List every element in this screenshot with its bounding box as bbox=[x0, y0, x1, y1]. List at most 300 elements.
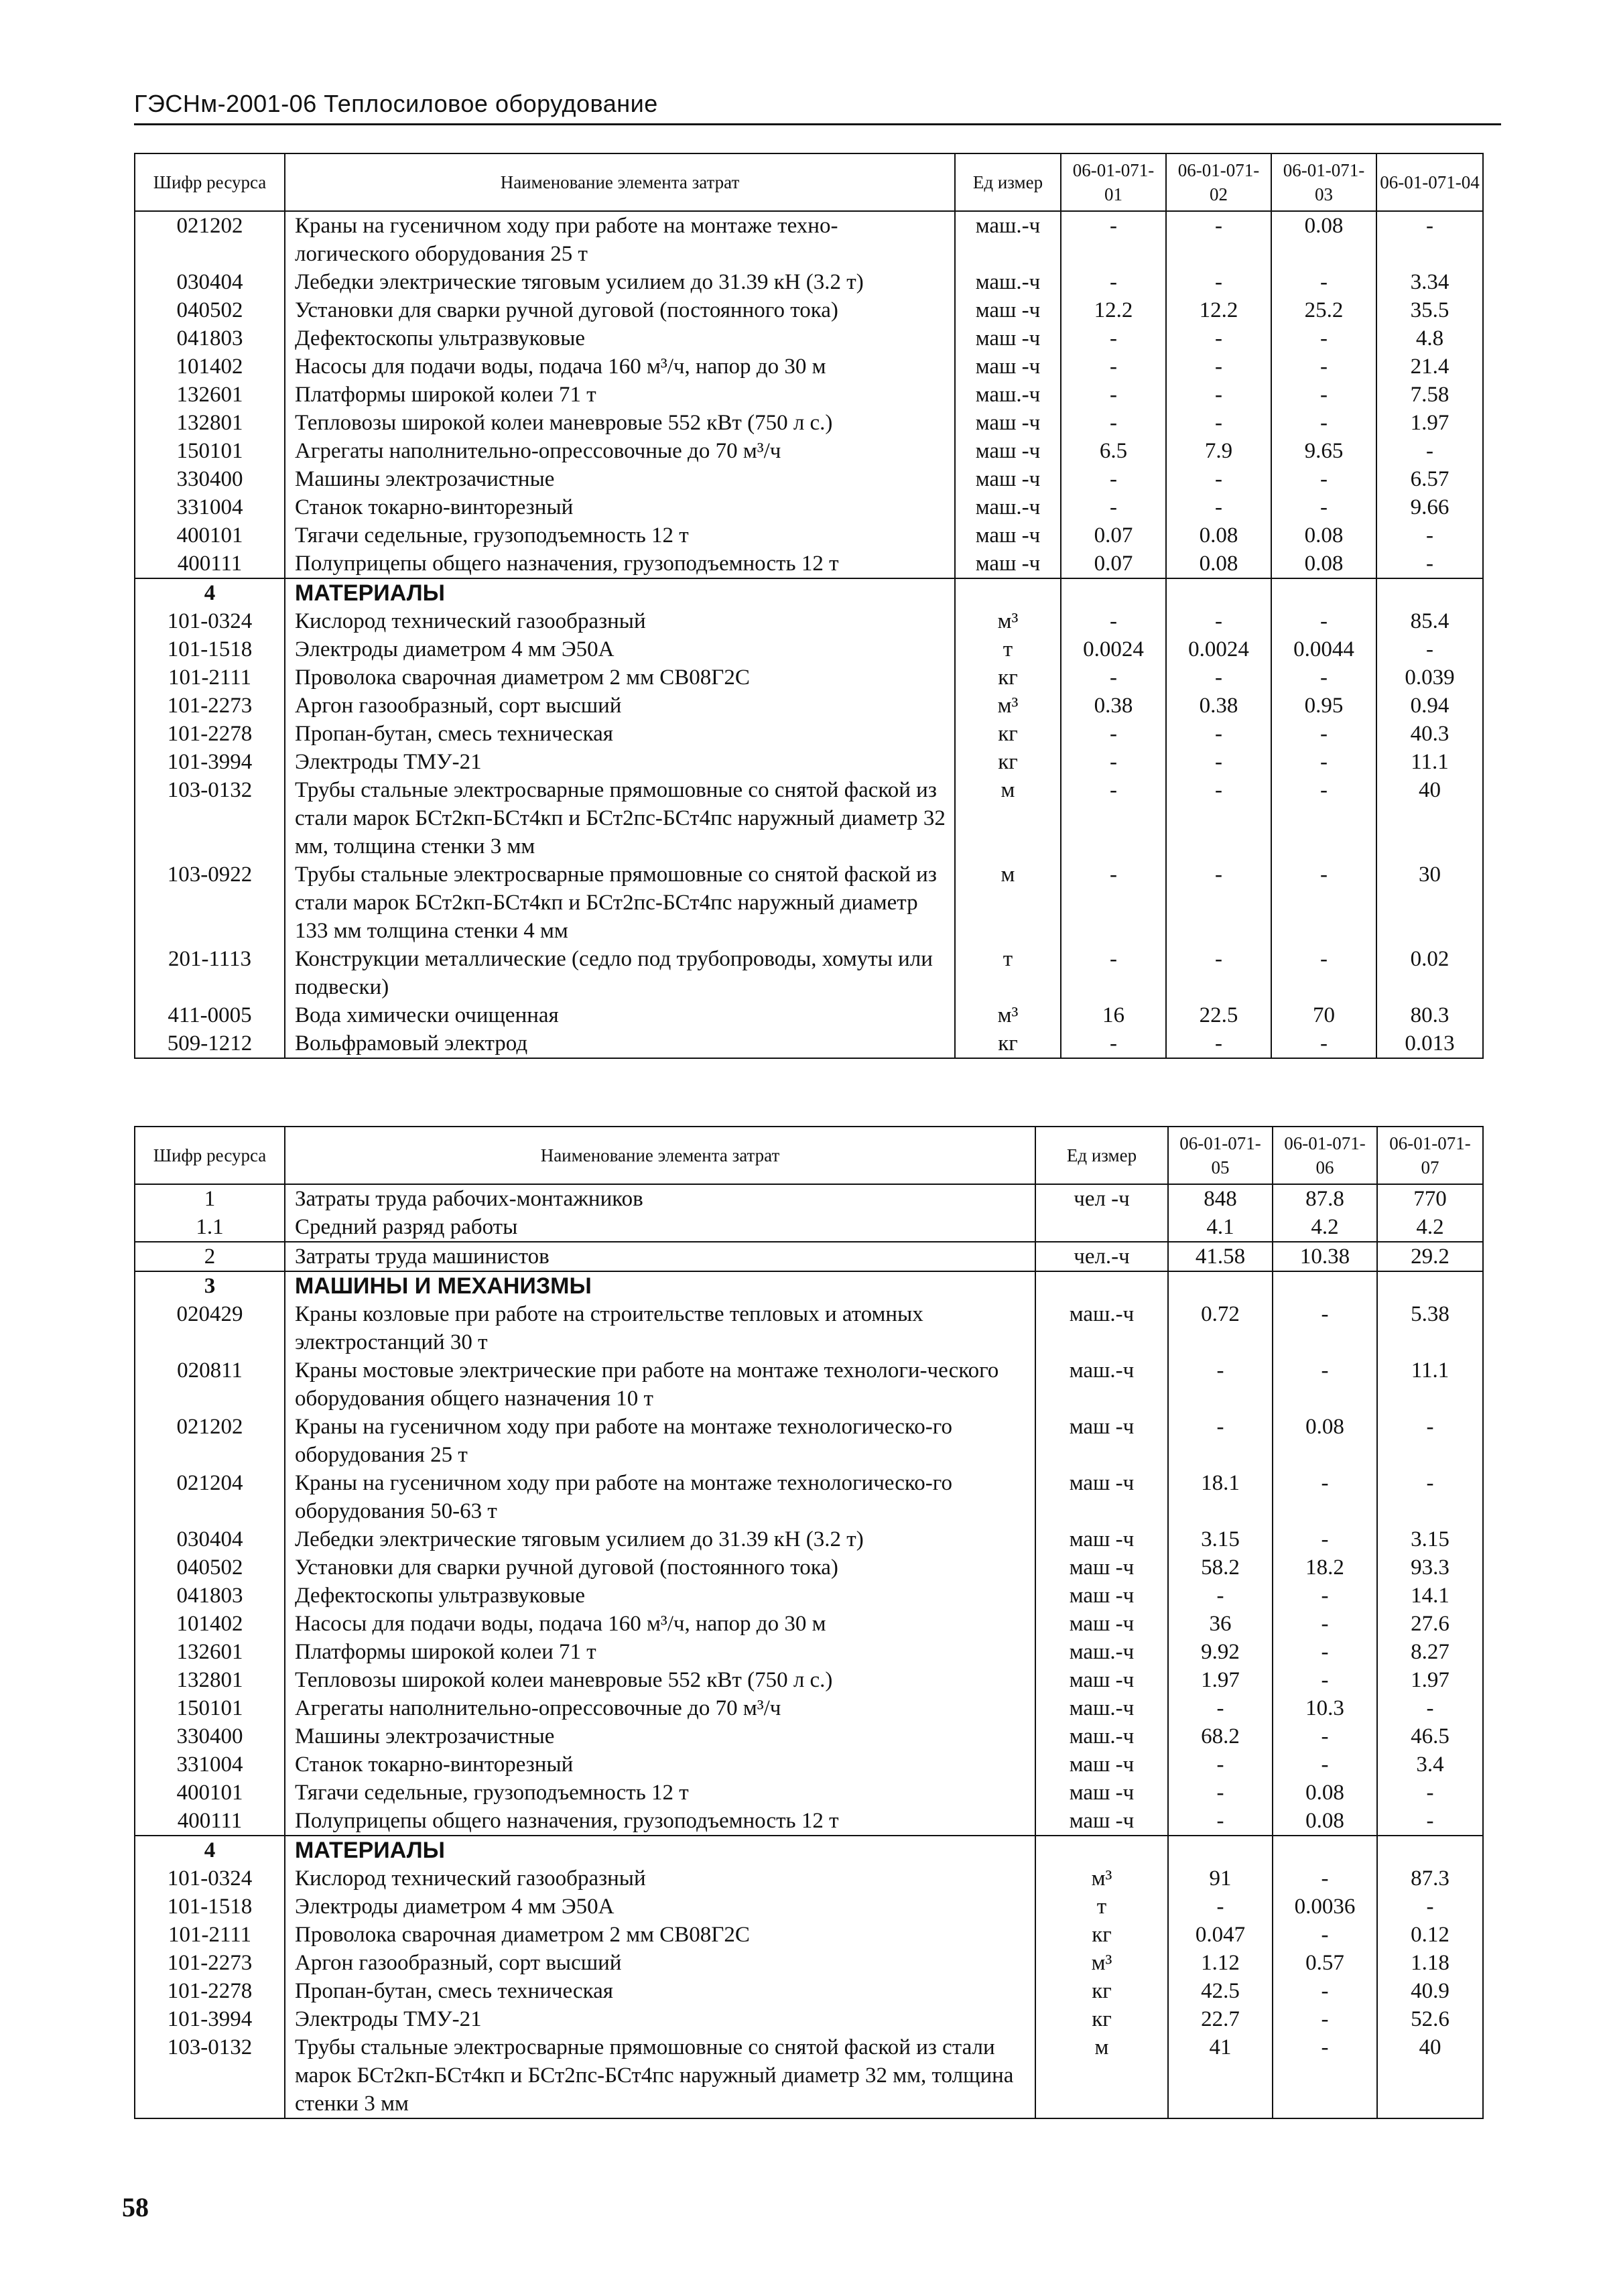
table-row bbox=[135, 1029, 1483, 1058]
unit: маш.-ч bbox=[955, 381, 1061, 409]
value-cell: - bbox=[1377, 1469, 1483, 1525]
value-cell: - bbox=[1376, 211, 1483, 268]
value-cell: - bbox=[1061, 607, 1166, 635]
resource-code: 509-1212 bbox=[135, 1029, 285, 1058]
table-row bbox=[135, 2005, 1483, 2033]
value-cell bbox=[1377, 1836, 1483, 1864]
value-cell: - bbox=[1377, 1779, 1483, 1807]
value-cell: 0.08 bbox=[1271, 550, 1376, 578]
table-row bbox=[135, 1864, 1483, 1893]
value-cell: - bbox=[1061, 663, 1166, 692]
value-cell: - bbox=[1168, 1750, 1273, 1779]
value-cell: - bbox=[1166, 409, 1271, 437]
value-cell: - bbox=[1061, 381, 1166, 409]
resource-code: 101-1518 bbox=[135, 1893, 285, 1921]
unit: м³ bbox=[955, 692, 1061, 720]
unit: маш -ч bbox=[955, 296, 1061, 324]
value-cell: - bbox=[1271, 1029, 1376, 1058]
unit bbox=[955, 578, 1061, 607]
value-cell: 4.2 bbox=[1377, 1213, 1483, 1242]
resource-name: Тепловозы широкой колеи маневровые 552 кВт (750 л с.) bbox=[285, 1666, 1035, 1694]
value-cell: 0.07 bbox=[1061, 550, 1166, 578]
unit: м bbox=[955, 776, 1061, 860]
value-cell: - bbox=[1377, 1694, 1483, 1722]
value-cell: - bbox=[1271, 381, 1376, 409]
value-cell: 1.97 bbox=[1377, 1666, 1483, 1694]
unit: маш -ч bbox=[1035, 1553, 1168, 1582]
unit: м³ bbox=[955, 1001, 1061, 1029]
resource-name: Машины электрозачистные bbox=[285, 465, 955, 493]
resource-code: 2 bbox=[135, 1242, 285, 1271]
unit: чел.-ч bbox=[1035, 1242, 1168, 1271]
resource-name: Тягачи седельные, грузоподъемность 12 т bbox=[285, 1779, 1035, 1807]
resource-code: 132801 bbox=[135, 1666, 285, 1694]
table-row bbox=[135, 776, 1483, 860]
resource-code: 101-3994 bbox=[135, 748, 285, 776]
resource-code: 030404 bbox=[135, 268, 285, 296]
resource-code: 020429 bbox=[135, 1300, 285, 1356]
table-row bbox=[135, 550, 1483, 578]
value-cell: 1.97 bbox=[1168, 1666, 1273, 1694]
value-cell: 18.2 bbox=[1273, 1553, 1377, 1582]
header-col-6: 06-01-071-06 bbox=[1273, 1127, 1377, 1184]
table-row bbox=[135, 1356, 1483, 1413]
value-cell: - bbox=[1061, 493, 1166, 521]
value-cell: - bbox=[1166, 465, 1271, 493]
resource-code: 021202 bbox=[135, 1413, 285, 1469]
table-header-row bbox=[135, 153, 1483, 211]
value-cell: 9.65 bbox=[1271, 437, 1376, 465]
resource-name: Трубы стальные электросварные прямошовные со снятой фаской из стали марок БСт2кп-БСт4кп и БСт2пс-БСт4пс наружный диаметр 32 мм, толщина стенки 3 мм bbox=[285, 2033, 1035, 2118]
value-cell: 0.94 bbox=[1376, 692, 1483, 720]
value-cell: - bbox=[1166, 268, 1271, 296]
unit: м bbox=[1035, 2033, 1168, 2118]
value-cell: 35.5 bbox=[1376, 296, 1483, 324]
value-cell: 87.8 bbox=[1273, 1184, 1377, 1213]
value-cell: 3.15 bbox=[1377, 1525, 1483, 1553]
value-cell: 12.2 bbox=[1061, 296, 1166, 324]
table-row bbox=[135, 1469, 1483, 1525]
resource-code: 400101 bbox=[135, 1779, 285, 1807]
value-cell: 6.5 bbox=[1061, 437, 1166, 465]
value-cell: 12.2 bbox=[1166, 296, 1271, 324]
unit: т bbox=[955, 635, 1061, 663]
value-cell: - bbox=[1377, 1807, 1483, 1836]
section-row bbox=[135, 1836, 1483, 1864]
unit: кг bbox=[1035, 1977, 1168, 2005]
section-title: МАТЕРИАЛЫ bbox=[285, 1836, 1035, 1864]
unit: т bbox=[1035, 1893, 1168, 1921]
header-col-3: 06-01-071-03 bbox=[1271, 153, 1376, 211]
resource-code: 132601 bbox=[135, 381, 285, 409]
resource-name: Платформы широкой колеи 71 т bbox=[285, 1638, 1035, 1666]
section-row bbox=[135, 578, 1483, 607]
value-cell: - bbox=[1061, 945, 1166, 1001]
value-cell: - bbox=[1166, 1029, 1271, 1058]
resource-name: Краны козловые при работе на строительстве тепловых и атомных электростанций 30 т bbox=[285, 1300, 1035, 1356]
resource-name: Платформы широкой колеи 71 т bbox=[285, 381, 955, 409]
value-cell: - bbox=[1271, 493, 1376, 521]
table-row bbox=[135, 607, 1483, 635]
value-cell: - bbox=[1166, 776, 1271, 860]
resource-name: Пропан-бутан, смесь техническая bbox=[285, 720, 955, 748]
value-cell: 27.6 bbox=[1377, 1610, 1483, 1638]
value-cell: 85.4 bbox=[1376, 607, 1483, 635]
value-cell: 9.92 bbox=[1168, 1638, 1273, 1666]
table-row bbox=[135, 324, 1483, 353]
value-cell: 0.08 bbox=[1273, 1807, 1377, 1836]
resource-code: 132801 bbox=[135, 409, 285, 437]
header-unit: Ед измер bbox=[1035, 1127, 1168, 1184]
resource-name: Электроды диаметром 4 мм Э50А bbox=[285, 635, 955, 663]
value-cell: - bbox=[1273, 1300, 1377, 1356]
resource-name: Кислород технический газообразный bbox=[285, 607, 955, 635]
page-title: ГЭСНм-2001-06 Теплосиловое оборудование bbox=[134, 90, 658, 117]
value-cell: 91 bbox=[1168, 1864, 1273, 1893]
value-cell: 0.08 bbox=[1166, 550, 1271, 578]
resource-name: Дефектоскопы ультразвуковые bbox=[285, 324, 955, 353]
value-cell: - bbox=[1061, 776, 1166, 860]
value-cell: 0.57 bbox=[1273, 1949, 1377, 1977]
value-cell bbox=[1168, 1271, 1273, 1300]
resource-code: 103-0132 bbox=[135, 776, 285, 860]
resource-name: Станок токарно-винторезный bbox=[285, 493, 955, 521]
table-row bbox=[135, 1638, 1483, 1666]
value-cell: - bbox=[1061, 720, 1166, 748]
resource-code: 132601 bbox=[135, 1638, 285, 1666]
table-row bbox=[135, 1921, 1483, 1949]
table-row bbox=[135, 1610, 1483, 1638]
resource-name: Вода химически очищенная bbox=[285, 1001, 955, 1029]
value-cell: - bbox=[1376, 437, 1483, 465]
resource-name: Средний разряд работы bbox=[285, 1213, 1035, 1242]
resource-name: Вольфрамовый электрод bbox=[285, 1029, 955, 1058]
resource-name: Краны мостовые электрические при работе на монтаже технологи-ческого оборудования общего назначения 10 т bbox=[285, 1356, 1035, 1413]
table-row bbox=[135, 1553, 1483, 1582]
value-cell: - bbox=[1273, 1864, 1377, 1893]
resource-code: 041803 bbox=[135, 1582, 285, 1610]
resource-code: 101-0324 bbox=[135, 1864, 285, 1893]
table-row bbox=[135, 1184, 1483, 1213]
resource-code: 101402 bbox=[135, 1610, 285, 1638]
table-body bbox=[135, 1184, 1483, 2118]
value-cell: 3.4 bbox=[1377, 1750, 1483, 1779]
table-row bbox=[135, 268, 1483, 296]
value-cell: - bbox=[1168, 1893, 1273, 1921]
resource-name: Агрегаты наполнительно-опрессовочные до 70 м³/ч bbox=[285, 437, 955, 465]
unit: маш.-ч bbox=[1035, 1638, 1168, 1666]
resource-table-2 bbox=[134, 1126, 1484, 2119]
value-cell: 5.38 bbox=[1377, 1300, 1483, 1356]
value-cell: - bbox=[1273, 1666, 1377, 1694]
unit: маш.-ч bbox=[1035, 1722, 1168, 1750]
value-cell: - bbox=[1166, 607, 1271, 635]
resource-name: Затраты труда машинистов bbox=[285, 1242, 1035, 1271]
resource-name: Тягачи седельные, грузоподъемность 12 т bbox=[285, 521, 955, 550]
table-row bbox=[135, 1893, 1483, 1921]
table-row bbox=[135, 465, 1483, 493]
resource-code: 101-2273 bbox=[135, 692, 285, 720]
header-code: Шифр ресурса bbox=[135, 153, 285, 211]
resource-code: 330400 bbox=[135, 465, 285, 493]
value-cell: 21.4 bbox=[1376, 353, 1483, 381]
value-cell: 0.38 bbox=[1061, 692, 1166, 720]
value-cell: 0.08 bbox=[1271, 211, 1376, 268]
value-cell: 87.3 bbox=[1377, 1864, 1483, 1893]
resource-name: Полуприцепы общего назначения, грузоподъемность 12 т bbox=[285, 1807, 1035, 1836]
value-cell: 40.3 bbox=[1376, 720, 1483, 748]
unit: кг bbox=[955, 663, 1061, 692]
value-cell: 52.6 bbox=[1377, 2005, 1483, 2033]
resource-code: 150101 bbox=[135, 1694, 285, 1722]
value-cell bbox=[1271, 578, 1376, 607]
value-cell: - bbox=[1166, 493, 1271, 521]
value-cell: 3.15 bbox=[1168, 1525, 1273, 1553]
unit: чел -ч bbox=[1035, 1184, 1168, 1213]
table-row bbox=[135, 1807, 1483, 1836]
value-cell: 0.08 bbox=[1271, 521, 1376, 550]
value-cell: 0.02 bbox=[1376, 945, 1483, 1001]
header-rule bbox=[134, 123, 1501, 125]
value-cell: - bbox=[1061, 860, 1166, 945]
header-col-2: 06-01-071-02 bbox=[1166, 153, 1271, 211]
table-row bbox=[135, 692, 1483, 720]
table-row bbox=[135, 1242, 1483, 1271]
unit: кг bbox=[955, 1029, 1061, 1058]
resource-code: 021202 bbox=[135, 211, 285, 268]
table-row bbox=[135, 945, 1483, 1001]
value-cell: - bbox=[1166, 860, 1271, 945]
value-cell: - bbox=[1271, 607, 1376, 635]
unit: маш -ч bbox=[1035, 1413, 1168, 1469]
resource-code: 040502 bbox=[135, 1553, 285, 1582]
table-header-row bbox=[135, 1127, 1483, 1184]
value-cell: - bbox=[1166, 353, 1271, 381]
resource-name: Краны на гусеничном ходу при работе на монтаже технологическо-го оборудования 50-63 т bbox=[285, 1469, 1035, 1525]
value-cell: 10.38 bbox=[1273, 1242, 1377, 1271]
value-cell: 11.1 bbox=[1376, 748, 1483, 776]
table-row bbox=[135, 211, 1483, 268]
resource-name: Полуприцепы общего назначения, грузоподъемность 12 т bbox=[285, 550, 955, 578]
resource-name: Дефектоскопы ультразвуковые bbox=[285, 1582, 1035, 1610]
value-cell: 848 bbox=[1168, 1184, 1273, 1213]
value-cell: 42.5 bbox=[1168, 1977, 1273, 2005]
resource-code: 411-0005 bbox=[135, 1001, 285, 1029]
value-cell: 36 bbox=[1168, 1610, 1273, 1638]
unit: кг bbox=[955, 748, 1061, 776]
unit: маш -ч bbox=[1035, 1525, 1168, 1553]
value-cell: - bbox=[1377, 1893, 1483, 1921]
table-row bbox=[135, 493, 1483, 521]
header-col-4: 06-01-071-04 bbox=[1376, 153, 1483, 211]
resource-code: 101-3994 bbox=[135, 2005, 285, 2033]
value-cell: 93.3 bbox=[1377, 1553, 1483, 1582]
value-cell: - bbox=[1166, 663, 1271, 692]
value-cell: 0.039 bbox=[1376, 663, 1483, 692]
resource-name: Агрегаты наполнительно-опрессовочные до 70 м³/ч bbox=[285, 1694, 1035, 1722]
unit: маш -ч bbox=[955, 353, 1061, 381]
value-cell: - bbox=[1061, 465, 1166, 493]
resource-code: 103-0132 bbox=[135, 2033, 285, 2118]
resource-code: 1.1 bbox=[135, 1213, 285, 1242]
resource-name: Пропан-бутан, смесь техническая bbox=[285, 1977, 1035, 2005]
unit: маш -ч bbox=[955, 521, 1061, 550]
resource-code: 101-2111 bbox=[135, 1921, 285, 1949]
unit: т bbox=[955, 945, 1061, 1001]
unit: кг bbox=[1035, 1921, 1168, 1949]
value-cell: - bbox=[1166, 211, 1271, 268]
value-cell: - bbox=[1271, 324, 1376, 353]
value-cell: - bbox=[1271, 720, 1376, 748]
table-row bbox=[135, 353, 1483, 381]
resource-code: 400111 bbox=[135, 550, 285, 578]
value-cell: 22.5 bbox=[1166, 1001, 1271, 1029]
resource-code: 101402 bbox=[135, 353, 285, 381]
value-cell: - bbox=[1273, 1750, 1377, 1779]
resource-code: 101-2278 bbox=[135, 1977, 285, 2005]
resource-code: 030404 bbox=[135, 1525, 285, 1553]
table-row bbox=[135, 663, 1483, 692]
table-row bbox=[135, 1750, 1483, 1779]
value-cell: 41.58 bbox=[1168, 1242, 1273, 1271]
header-name: Наименование элемента затрат bbox=[285, 1127, 1035, 1184]
value-cell: 4.1 bbox=[1168, 1213, 1273, 1242]
table-row bbox=[135, 409, 1483, 437]
value-cell: - bbox=[1166, 945, 1271, 1001]
table-row bbox=[135, 860, 1483, 945]
resource-code: 201-1113 bbox=[135, 945, 285, 1001]
value-cell bbox=[1273, 1271, 1377, 1300]
header-col-1: 06-01-071-01 bbox=[1061, 153, 1166, 211]
unit: маш -ч bbox=[955, 550, 1061, 578]
value-cell: - bbox=[1376, 635, 1483, 663]
unit: маш -ч bbox=[955, 465, 1061, 493]
table-row bbox=[135, 1779, 1483, 1807]
table-row bbox=[135, 1722, 1483, 1750]
resource-name: Проволока сварочная диаметром 2 мм СВ08Г2С bbox=[285, 663, 955, 692]
value-cell bbox=[1061, 578, 1166, 607]
value-cell: 4.2 bbox=[1273, 1213, 1377, 1242]
value-cell: - bbox=[1168, 1356, 1273, 1413]
value-cell: 0.12 bbox=[1377, 1921, 1483, 1949]
resource-code: 4 bbox=[135, 578, 285, 607]
value-cell bbox=[1376, 578, 1483, 607]
resource-name: Насосы для подачи воды, подача 160 м³/ч, напор до 30 м bbox=[285, 1610, 1035, 1638]
unit: кг bbox=[1035, 2005, 1168, 2033]
value-cell: - bbox=[1168, 1779, 1273, 1807]
unit: маш -ч bbox=[1035, 1779, 1168, 1807]
unit: маш -ч bbox=[955, 437, 1061, 465]
value-cell: 0.38 bbox=[1166, 692, 1271, 720]
resource-code: 331004 bbox=[135, 1750, 285, 1779]
value-cell: 10.3 bbox=[1273, 1694, 1377, 1722]
value-cell: 1.97 bbox=[1376, 409, 1483, 437]
value-cell: 0.0036 bbox=[1273, 1893, 1377, 1921]
value-cell: - bbox=[1273, 2005, 1377, 2033]
unit: маш.-ч bbox=[1035, 1694, 1168, 1722]
value-cell: - bbox=[1271, 663, 1376, 692]
value-cell: - bbox=[1273, 1722, 1377, 1750]
value-cell: 40 bbox=[1376, 776, 1483, 860]
value-cell: - bbox=[1271, 860, 1376, 945]
value-cell: - bbox=[1166, 720, 1271, 748]
page-number: 58 bbox=[122, 2192, 149, 2222]
value-cell: 0.013 bbox=[1376, 1029, 1483, 1058]
unit: маш -ч bbox=[955, 409, 1061, 437]
unit: маш -ч bbox=[1035, 1582, 1168, 1610]
resource-code: 400101 bbox=[135, 521, 285, 550]
value-cell: - bbox=[1271, 748, 1376, 776]
unit: маш -ч bbox=[955, 324, 1061, 353]
value-cell: 40 bbox=[1377, 2033, 1483, 2118]
value-cell: - bbox=[1273, 1582, 1377, 1610]
resource-code: 150101 bbox=[135, 437, 285, 465]
unit: м³ bbox=[955, 607, 1061, 635]
table-row bbox=[135, 1525, 1483, 1553]
resource-name: Лебедки электрические тяговым усилием до 31.39 кН (3.2 т) bbox=[285, 268, 955, 296]
value-cell: 41 bbox=[1168, 2033, 1273, 2118]
value-cell: - bbox=[1168, 1413, 1273, 1469]
value-cell: 68.2 bbox=[1168, 1722, 1273, 1750]
resource-code: 021204 bbox=[135, 1469, 285, 1525]
value-cell: 16 bbox=[1061, 1001, 1166, 1029]
value-cell bbox=[1166, 578, 1271, 607]
unit: маш -ч bbox=[1035, 1666, 1168, 1694]
value-cell: - bbox=[1271, 409, 1376, 437]
value-cell bbox=[1168, 1836, 1273, 1864]
value-cell: 70 bbox=[1271, 1001, 1376, 1029]
value-cell: 14.1 bbox=[1377, 1582, 1483, 1610]
value-cell: - bbox=[1166, 748, 1271, 776]
unit: маш.-ч bbox=[955, 493, 1061, 521]
resource-code: 331004 bbox=[135, 493, 285, 521]
value-cell: - bbox=[1061, 211, 1166, 268]
table-row bbox=[135, 635, 1483, 663]
table-row bbox=[135, 1694, 1483, 1722]
value-cell: - bbox=[1061, 409, 1166, 437]
header-unit: Ед измер bbox=[955, 153, 1061, 211]
resource-name: Аргон газообразный, сорт высший bbox=[285, 692, 955, 720]
value-cell: 0.08 bbox=[1273, 1413, 1377, 1469]
value-cell: - bbox=[1166, 324, 1271, 353]
value-cell: - bbox=[1168, 1694, 1273, 1722]
value-cell: - bbox=[1273, 1356, 1377, 1413]
resource-name: Электроды диаметром 4 мм Э50А bbox=[285, 1893, 1035, 1921]
value-cell: 1.12 bbox=[1168, 1949, 1273, 1977]
resource-name: Насосы для подачи воды, подача 160 м³/ч, напор до 30 м bbox=[285, 353, 955, 381]
resource-code: 020811 bbox=[135, 1356, 285, 1413]
value-cell: 9.66 bbox=[1376, 493, 1483, 521]
value-cell: 7.9 bbox=[1166, 437, 1271, 465]
value-cell: - bbox=[1273, 1638, 1377, 1666]
resource-name: Затраты труда рабочих-монтажников bbox=[285, 1184, 1035, 1213]
resource-name: Электроды ТМУ-21 bbox=[285, 2005, 1035, 2033]
unit bbox=[1035, 1836, 1168, 1864]
resource-name: Проволока сварочная диаметром 2 мм СВ08Г2С bbox=[285, 1921, 1035, 1949]
section-title: МАТЕРИАЛЫ bbox=[285, 578, 955, 607]
unit: маш -ч bbox=[1035, 1469, 1168, 1525]
unit: маш.-ч bbox=[955, 211, 1061, 268]
value-cell: - bbox=[1273, 1525, 1377, 1553]
resource-code: 330400 bbox=[135, 1722, 285, 1750]
value-cell: 7.58 bbox=[1376, 381, 1483, 409]
table-row bbox=[135, 2033, 1483, 2118]
table-row bbox=[135, 437, 1483, 465]
value-cell: 40.9 bbox=[1377, 1977, 1483, 2005]
value-cell: 0.0044 bbox=[1271, 635, 1376, 663]
value-cell: 3.34 bbox=[1376, 268, 1483, 296]
value-cell: - bbox=[1273, 1469, 1377, 1525]
